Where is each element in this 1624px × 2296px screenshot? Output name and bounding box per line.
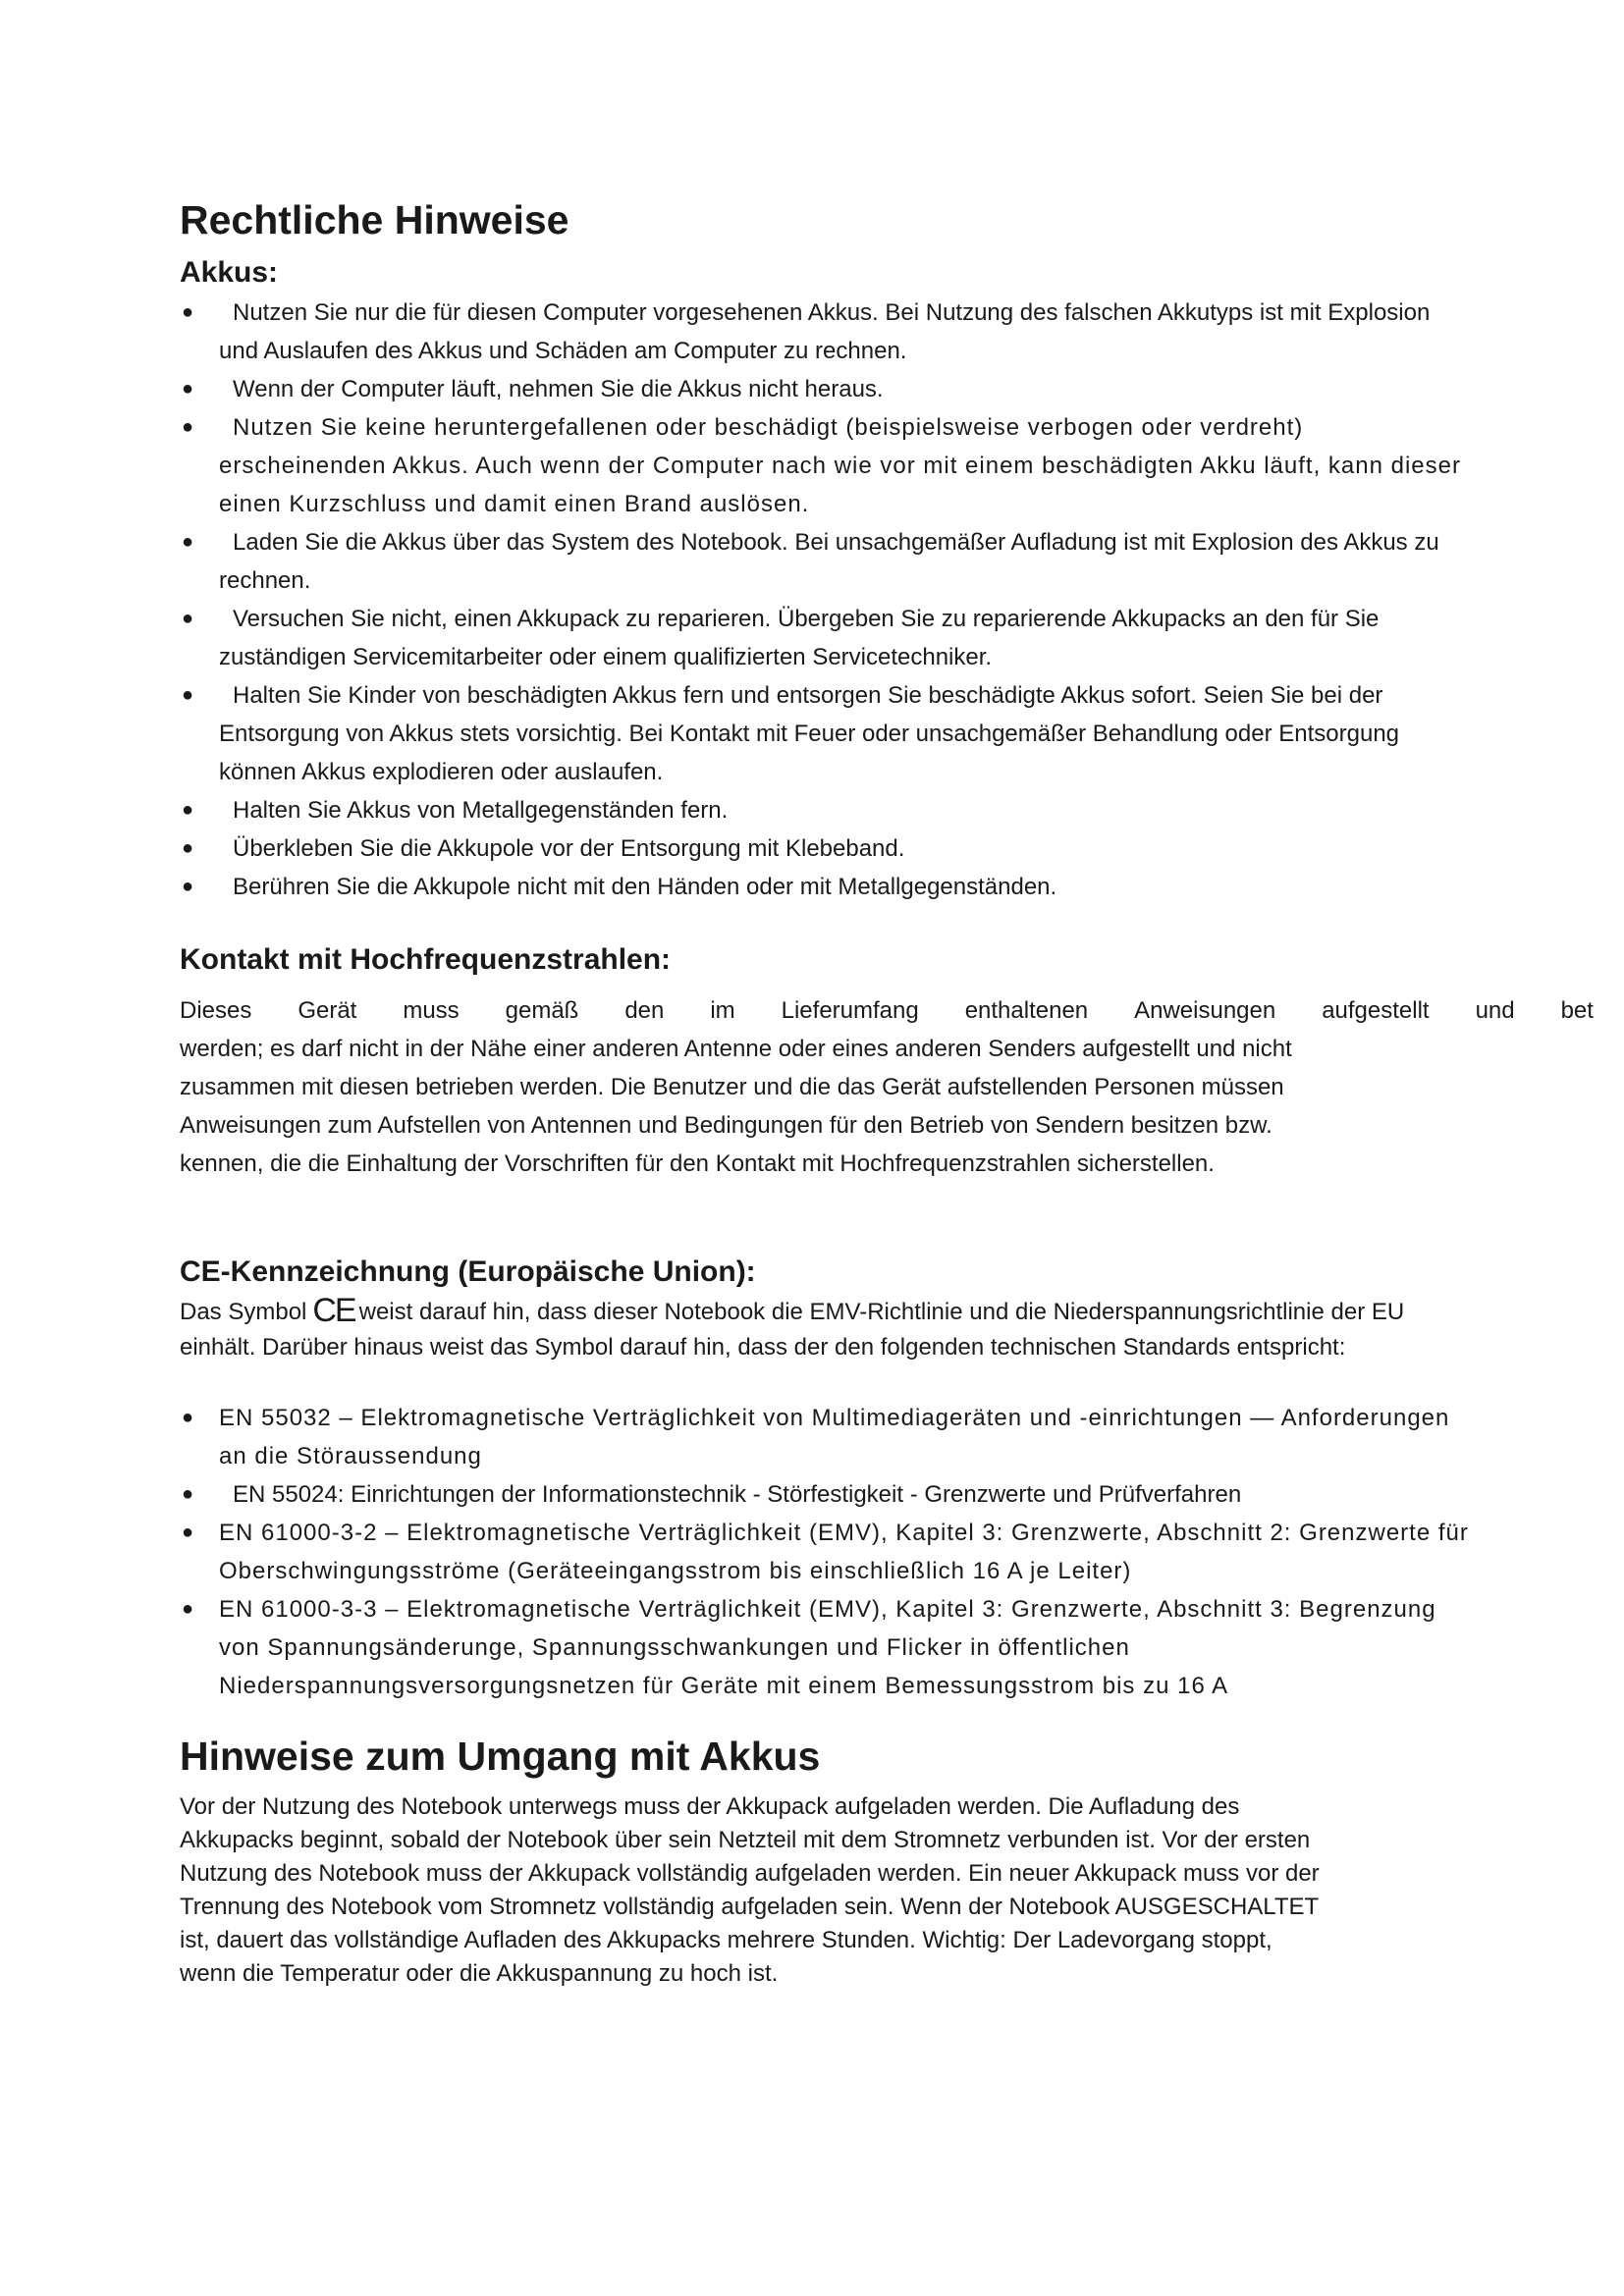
list-item-text: Nutzen Sie nur die für diesen Computer vorgesehenen Akkus. Bei Nutzung des falschen Akkutyps ist mit Explosion und Auslaufen des Akkus und Schäden am Computer zu rechnen.	[219, 298, 1431, 364]
bullet-icon: ●	[182, 415, 195, 438]
list-item	[180, 868, 1476, 906]
bullet-icon: ●	[182, 1521, 195, 1543]
ce-mark-icon: CE	[312, 1291, 355, 1329]
list-item-text: EN 61000-3-3 – Elektromagnetische Verträglichkeit (EMV), Kapitel 3: Grenzwerte, Abschnitt 3: Begrenzung von Spannungsänderunge, Spannungsschwankungen und Flicker in öffentlichen Niederspannungsversorgungsnetzen für Geräte mit einem Bemessungsstrom bis zu 16 A	[219, 1595, 1436, 1699]
list-item	[180, 676, 1476, 791]
text-line: Vor der Nutzung des Notebook unterwegs muss der Akkupack aufgeladen werden. Die Aufladung des	[180, 1792, 1240, 1820]
document-page	[180, 196, 1594, 1991]
bullet-icon: ●	[182, 836, 194, 859]
text-line: Trennung des Notebook vom Stromnetz vollständig aufgeladen sein. Wenn der Notebook AUSGESCHALTET	[180, 1893, 1320, 1920]
list-item	[180, 408, 1476, 523]
list-item-text: Überkleben Sie die Akkupole vor der Entsorgung mit Klebeband.	[233, 834, 905, 862]
text-line: Nutzung des Notebook muss der Akkupack vollständig aufgeladen werden. Ein neuer Akkupack muss vor der	[180, 1859, 1320, 1887]
list-item-text: EN 55024: Einrichtungen der Informationstechnik - Störfestigkeit - Grenzwerte und Prüfverfahren	[233, 1480, 1242, 1508]
text-line: Akkupacks beginnt, sobald der Notebook über sein Netzteil mit dem Stromnetz verbunden ist. Vor der ersten	[180, 1826, 1311, 1853]
list-item-text: Halten Sie Kinder von beschädigten Akkus fern und entsorgen Sie beschädigte Akkus sofort. Seien Sie bei der Entsorgung von Akkus stets vorsichtig. Bei Kontakt mit Feuer oder unsachgemäßer Behandlung oder Entsorgung können Akkus explodieren oder auslaufen.	[219, 681, 1400, 785]
bullet-icon: ●	[182, 683, 194, 706]
section-heading-ce: CE-Kennzeichnung (Europäische Union):	[180, 1255, 756, 1289]
list-item	[180, 370, 1476, 408]
rf-paragraph	[180, 991, 1594, 1183]
list-item	[180, 1399, 1476, 1475]
ce-paragraph	[180, 1291, 1476, 1365]
word: gemäß	[505, 997, 579, 1025]
list-item	[180, 523, 1476, 600]
word: im	[710, 997, 735, 1025]
section-heading-akkus: Akkus:	[180, 256, 279, 290]
word: muss	[403, 997, 460, 1025]
text-line: wenn die Temperatur oder die Akkuspannung zu hoch ist.	[180, 1959, 779, 1987]
bullet-icon: ●	[182, 377, 194, 400]
list-item-text: Berühren Sie die Akkupole nicht mit den Händen oder mit Metallgegenständen.	[233, 873, 1057, 900]
word: Gerät	[298, 997, 357, 1025]
section-title-battery-handling: Hinweise zum Umgang mit Akkus	[180, 1733, 821, 1779]
word: den	[624, 997, 665, 1025]
text-line: werden; es darf nicht in der Nähe einer anderen Antenne oder eines anderen Senders aufgestellt und nicht	[180, 1036, 1292, 1063]
list-item-text: Nutzen Sie keine heruntergefallenen oder beschädigt (beispielsweise verbogen oder verdreht) erscheinenden Akkus. Auch wenn der Computer nach wie vor mit einem beschädigten Akku läuft, kann dieser einen Kurzschluss und damit einen Brand auslösen.	[219, 413, 1461, 517]
word: Lieferumfang	[781, 997, 919, 1025]
rf-first-line	[180, 991, 1594, 1030]
list-item	[180, 600, 1476, 676]
list-item	[180, 1475, 1476, 1514]
text-line: zusammen mit diesen betrieben werden. Die Benutzer und die das Gerät aufstellenden Personen müssen	[180, 1074, 1284, 1101]
bullet-icon: ●	[182, 798, 194, 821]
text-line: kennen, die die Einhaltung der Vorschriften für den Kontakt mit Hochfrequenzstrahlen sicherstellen.	[180, 1150, 1215, 1178]
list-item-text: Laden Sie die Akkus über das System des Notebook. Bei unsachgemäßer Aufladung ist mit Explosion des Akkus zu rechnen.	[219, 528, 1439, 594]
bullet-icon: ●	[182, 875, 194, 897]
word: Anweisungen	[1134, 997, 1276, 1025]
list-item	[180, 829, 1476, 868]
bullet-icon: ●	[182, 530, 194, 553]
page-title: Rechtliche Hinweise	[180, 197, 569, 242]
word: Dieses	[180, 997, 252, 1025]
bullet-icon: ●	[182, 1406, 195, 1428]
word: bet	[1560, 997, 1594, 1025]
text-line: Anweisungen zum Aufstellen von Antennen und Bedingungen für den Betrieb von Sendern besitzen bzw.	[180, 1112, 1272, 1140]
section-heading-rf: Kontakt mit Hochfrequenzstrahlen:	[180, 942, 672, 976]
bullet-icon: ●	[182, 607, 194, 629]
ce-text-before: Das Symbol	[180, 1298, 307, 1325]
list-item	[180, 1590, 1476, 1705]
list-item-text: Halten Sie Akkus von Metallgegenständen fern.	[233, 796, 729, 824]
word: enthaltenen	[964, 997, 1089, 1025]
text-line: ist, dauert das vollständige Aufladen des Akkupacks mehrere Stunden. Wichtig: Der Ladevorgang stoppt,	[180, 1926, 1272, 1953]
list-item-text: EN 55032 – Elektromagnetische Verträglichkeit von Multimediageräten und -einrichtungen — Anforderungen an die Störaussendung	[219, 1404, 1450, 1469]
list-item-text: Versuchen Sie nicht, einen Akkupack zu reparieren. Übergeben Sie zu reparierende Akkupacks an den für Sie zuständigen Servicemitarbeiter oder einem qualifizierten Servicetechniker.	[219, 605, 1380, 670]
list-item	[180, 294, 1476, 370]
bullet-icon: ●	[182, 300, 194, 323]
ce-text-after: weist darauf hin, dass dieser Notebook die EMV-Richtlinie und die Niederspannungsrichtlinie der EU einhält. Darüber hinaus weist das Symbol darauf hin, dass der den folgenden technischen Standards entspricht:	[180, 1298, 1405, 1361]
list-item	[180, 1514, 1476, 1590]
bullet-icon: ●	[182, 1597, 195, 1620]
list-item-text: EN 61000-3-2 – Elektromagnetische Verträglichkeit (EMV), Kapitel 3: Grenzwerte, Abschnitt 2: Grenzwerte für Oberschwingungsströme (Geräteeingangsstrom bis einschließlich 16 A je Leiter)	[219, 1519, 1469, 1584]
battery-handling-paragraph	[180, 1790, 1594, 1991]
ce-standards-list	[180, 1399, 1476, 1705]
bullet-icon: ●	[182, 1482, 194, 1505]
akkus-list	[180, 294, 1476, 906]
word: aufgestellt	[1322, 997, 1430, 1025]
list-item-text: Wenn der Computer läuft, nehmen Sie die Akkus nicht heraus.	[233, 375, 884, 402]
list-item	[180, 791, 1476, 829]
word: und	[1475, 997, 1515, 1025]
